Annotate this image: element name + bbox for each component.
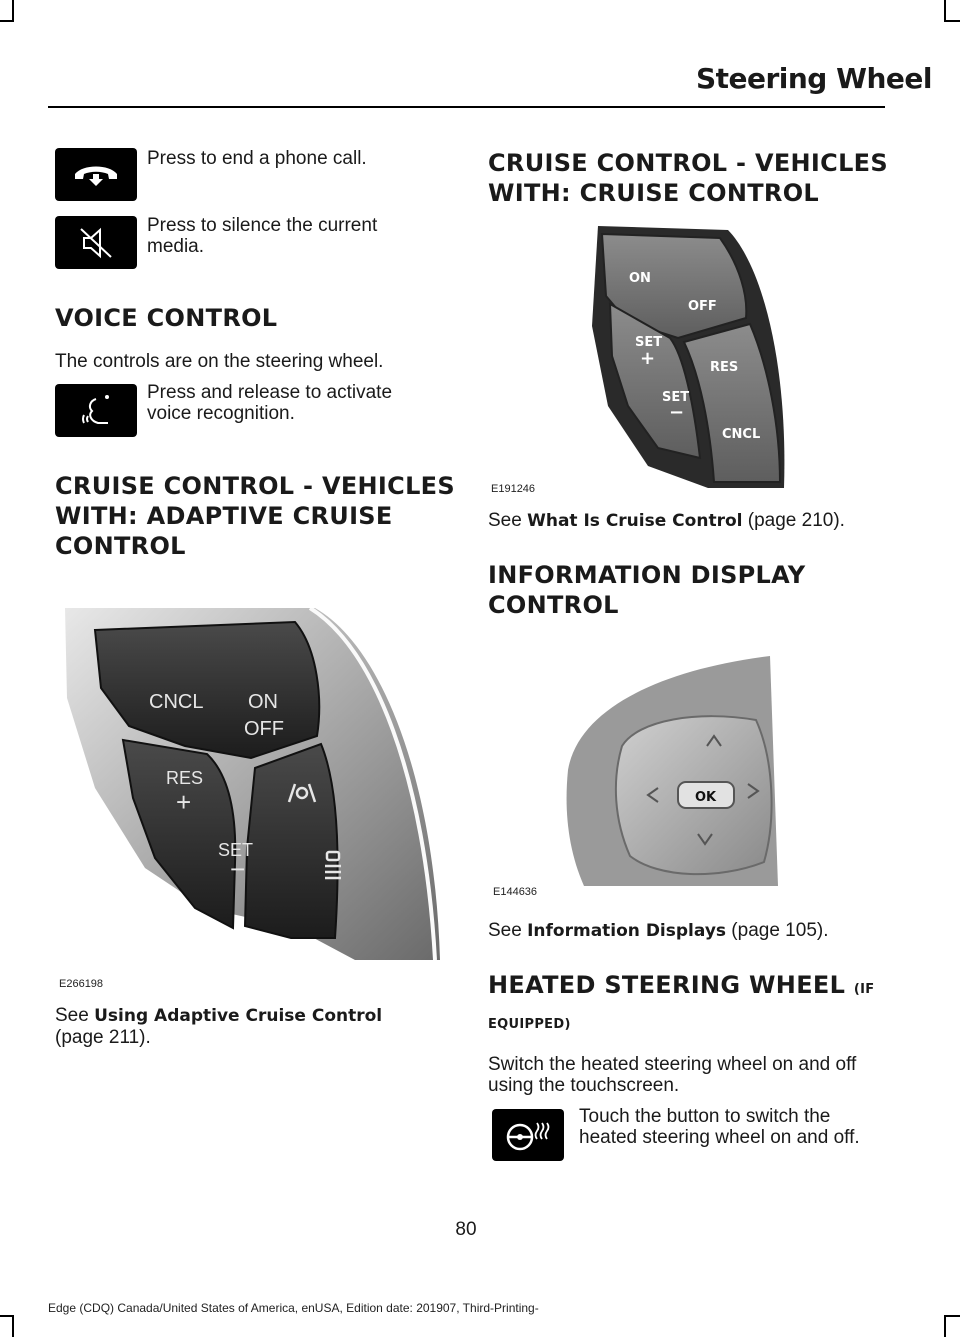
voice-control-intro: The controls are on the steering wheel. xyxy=(55,351,384,372)
page-title: Steering Wheel xyxy=(695,62,932,95)
acc-see-reference xyxy=(55,1005,445,1048)
end-call-icon xyxy=(55,148,137,201)
heated-wheel-heading xyxy=(488,970,888,1040)
voice-icon xyxy=(55,384,137,437)
cc-set-plus-label: SET xyxy=(635,335,663,350)
acc-res-label: RES xyxy=(166,768,204,788)
heated-wheel-suffix-2: EQUIPPED) xyxy=(488,1017,571,1032)
info-see-word: See xyxy=(488,920,528,941)
heated-wheel-suffix: (IF xyxy=(853,982,875,997)
acc-minus-label: − xyxy=(230,854,246,884)
cc-minus-label: − xyxy=(669,402,685,423)
heated-wheel-text: Touch the button to switch the heated steering wheel on and off. xyxy=(579,1106,860,1148)
acc-on-label: ON xyxy=(248,691,278,713)
heated-wheel-intro: Switch the heated steering wheel on and off using the touchscreen. xyxy=(488,1054,857,1096)
info-display-heading: INFORMATION DISPLAY CONTROL xyxy=(488,561,806,619)
info-display-figure xyxy=(488,650,788,898)
adaptive-cruise-figure xyxy=(55,608,445,990)
info-see-reference xyxy=(488,920,888,942)
cc-heading: CRUISE CONTROL - VEHICLES WITH: CRUISE CONTROL xyxy=(488,149,888,207)
cc-on-label: ON xyxy=(629,271,651,286)
end-call-text: Press to end a phone call. xyxy=(147,148,367,169)
acc-page-ref: (page 211). xyxy=(55,1027,151,1048)
cc-res-label: RES xyxy=(710,360,739,375)
mute-icon xyxy=(55,216,137,269)
crop-mark xyxy=(944,1315,946,1337)
ok-button-label: OK xyxy=(695,790,717,805)
voice-text: Press and release to activate voice recognition. xyxy=(147,382,393,424)
crop-mark xyxy=(0,1315,14,1317)
crop-mark xyxy=(944,0,946,20)
acc-cncl-label: CNCL xyxy=(149,691,204,713)
crop-mark xyxy=(12,0,14,20)
cc-figure-id: E191246 xyxy=(491,483,536,495)
footer-edition: Edge (CDQ) Canada/United States of America, enUSA, Edition date: 201907, Third-Printing- xyxy=(48,1301,539,1315)
acc-link[interactable]: Using Adaptive Cruise Control xyxy=(94,1006,383,1026)
cc-plus-label: + xyxy=(640,348,656,369)
cc-see-reference xyxy=(488,510,888,532)
page-number: 80 xyxy=(455,1219,477,1240)
heated-wheel-title: HEATED STEERING WHEEL xyxy=(488,971,846,999)
mute-text: Press to silence the current media. xyxy=(147,215,378,257)
acc-see-word: See xyxy=(55,1005,95,1026)
acc-plus-label: + xyxy=(176,787,192,817)
crop-mark xyxy=(0,20,14,22)
header-rule xyxy=(48,106,885,108)
crop-mark xyxy=(12,1315,14,1337)
cc-cncl-label: CNCL xyxy=(722,427,761,442)
acc-set-label: SET xyxy=(218,840,254,860)
acc-figure-id: E266198 xyxy=(59,978,104,990)
voice-control-heading: VOICE CONTROL xyxy=(55,304,278,332)
acc-off-label: OFF xyxy=(244,718,284,740)
info-link[interactable]: Information Displays xyxy=(527,921,727,941)
cc-link[interactable]: What Is Cruise Control xyxy=(527,511,743,531)
info-figure-id: E144636 xyxy=(493,886,538,898)
info-page-ref: (page 105). xyxy=(726,920,829,941)
cc-see-word: See xyxy=(488,510,528,531)
cc-off-label: OFF xyxy=(688,299,717,314)
heated-steering-wheel-icon xyxy=(492,1109,564,1161)
crop-mark xyxy=(944,20,960,22)
cc-page-ref: (page 210). xyxy=(742,510,845,531)
cc-set-minus-label: SET xyxy=(662,390,690,405)
acc-heading: CRUISE CONTROL - VEHICLES WITH: ADAPTIVE CRUISE CONTROL xyxy=(55,472,455,560)
crop-mark xyxy=(944,1315,960,1317)
cruise-control-figure xyxy=(488,226,788,495)
